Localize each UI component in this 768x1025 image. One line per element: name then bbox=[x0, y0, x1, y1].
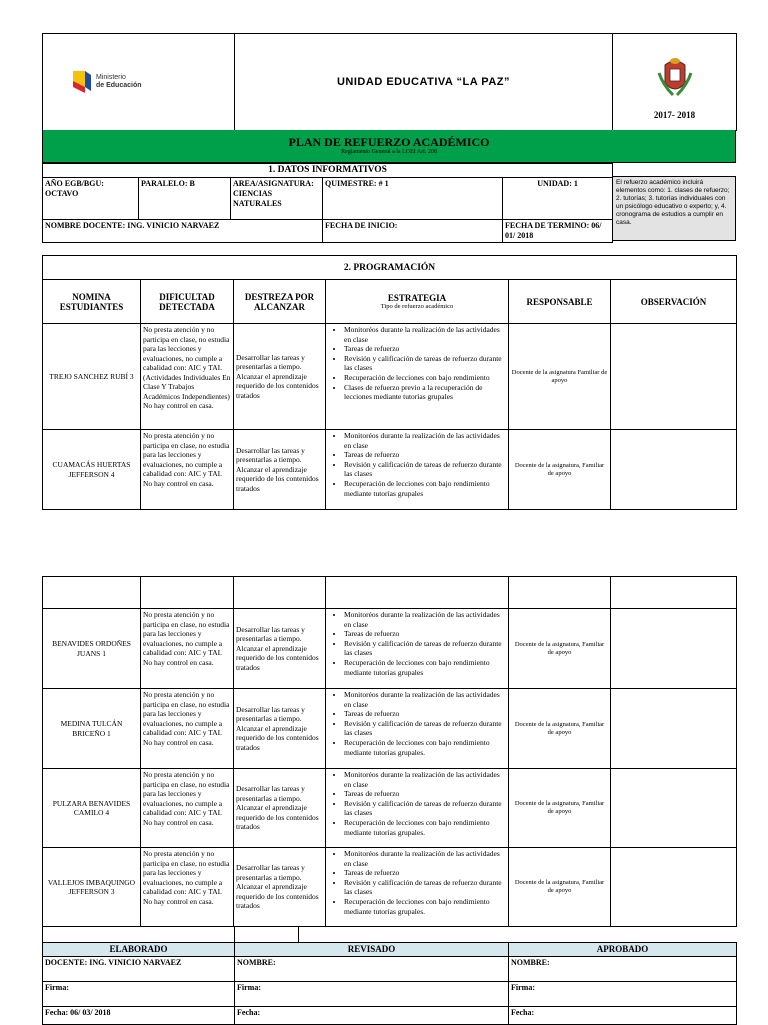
student-name: BENAVIDES ORDOÑES JUANS 1 bbox=[43, 609, 141, 689]
student-skill: Desarrollar las tareas y presentarlas a tiempo. Alcanzar el aprendizaje requerido de los contenidos tratados bbox=[234, 769, 326, 848]
student-name: VALLEJOS IMBAQUINGO JEFFERSON 3 bbox=[43, 848, 141, 927]
strategy-item: • Monitoréos durante la realización de las actividades en clase bbox=[344, 770, 506, 789]
strategy-item: • Revisión y calificación de tareas de refuerzo durante las clases bbox=[344, 354, 506, 373]
info-note: El refuerzo académico incluirá elementos como: 1. clases de refuerzo; 2. tutorías; 3. tutorías individuales con un psicólogo educativo o experto; y, 4. cronograma de estudios a cumplir en casa. bbox=[612, 176, 736, 241]
student-observation bbox=[611, 609, 737, 689]
logo-cell bbox=[43, 34, 235, 131]
col-destreza: DESTREZA POR ALCANZAR bbox=[234, 280, 326, 324]
student-difficulty: No presta atención y no participa en clase, no estudia para las lecciones y evaluaciones, no cumple a cabalidad con: AIC y TAI. No hay control en casa. bbox=[141, 769, 234, 848]
school-year: 2017- 2018 bbox=[653, 110, 696, 120]
aprobado-fecha: Fecha: bbox=[509, 1007, 737, 1025]
col-responsable: RESPONSABLE bbox=[509, 280, 611, 324]
strategy-item: • Recuperación de lecciones con bajo rendimiento mediante tutorías grupales. bbox=[344, 897, 506, 916]
info-anio: AÑO EGB/BGU: OCTAVO bbox=[43, 178, 139, 220]
strategy-item: • Recuperación de lecciones con bajo rendimiento bbox=[344, 373, 506, 383]
revisado-header: REVISADO bbox=[235, 943, 509, 957]
info-fecha-inicio: FECHA DE INICIO: bbox=[323, 220, 503, 243]
elaborado-firma: Firma: bbox=[43, 982, 235, 1007]
student-responsible: Docente de la asignatura, Familiar de apoyo bbox=[509, 848, 611, 927]
student-strategy bbox=[326, 609, 509, 689]
empty-header-cell bbox=[234, 577, 326, 609]
info-table bbox=[42, 163, 613, 243]
student-responsible: Docente de la asignatura, Familiar de apoyo bbox=[509, 609, 611, 689]
strategy-item: • Monitoréos durante la realización de las actividades en clase bbox=[344, 431, 506, 450]
strategy-item: • Revisión y calificación de tareas de refuerzo durante las clases bbox=[344, 719, 506, 738]
empty-header-cell bbox=[43, 577, 141, 609]
info-paralelo: PARALELO: B bbox=[139, 178, 231, 220]
student-name: MEDINA TULCÁN BRICEÑO 1 bbox=[43, 689, 141, 769]
strategy-item: • Revisión y calificación de tareas de refuerzo durante las clases bbox=[344, 799, 506, 818]
student-observation bbox=[611, 689, 737, 769]
student-skill: Desarrollar las tareas y presentarlas a tiempo. Alcanzar el aprendizaje requerido de los contenidos tratados bbox=[234, 430, 326, 510]
spacer-row-table bbox=[42, 926, 737, 943]
strategy-item: • Revisión y calificación de tareas de refuerzo durante las clases bbox=[344, 639, 506, 658]
student-name: CUAMACÁS HUERTAS JEFFERSON 4 bbox=[43, 430, 141, 510]
student-strategy bbox=[326, 689, 509, 769]
student-responsible: Docente de la asignatura Familiar de apoyo bbox=[509, 324, 611, 430]
student-responsible: Docente de la asignatura, Familiar de apoyo bbox=[509, 689, 611, 769]
elaborado-fecha: Fecha: 06/ 03/ 2018 bbox=[43, 1007, 235, 1025]
ministry-logo bbox=[71, 69, 232, 95]
student-responsible: Docente de la asignatura, Familiar de apoyo bbox=[509, 769, 611, 848]
school-crest-icon bbox=[655, 55, 695, 103]
empty-header-cell bbox=[326, 577, 509, 609]
programacion-table-continued bbox=[42, 576, 737, 927]
crest-cell bbox=[613, 34, 737, 131]
elaborado-docente: DOCENTE: ING. VINICIO NARVAEZ bbox=[43, 957, 235, 982]
student-difficulty: No presta atención y no participa en clase, no estudia para las lecciones y evaluaciones, no cumple a cabalidad con: AIC y TAI. (Actividades Individuales En Clase Y Trabajos Académicos Independientes) No hay control en casa. bbox=[141, 324, 234, 430]
programacion-section-title: 2. PROGRAMACIÓN bbox=[43, 256, 737, 280]
strategy-item: • Clases de refuerzo previo a la recuperación de lecciones mediante tutorías grupales bbox=[344, 383, 506, 402]
spacer-cell bbox=[235, 927, 299, 943]
strategy-item: • Recuperación de lecciones con bajo rendimiento mediante tutorías grupales. bbox=[344, 738, 506, 757]
student-skill: Desarrollar las tareas y presentarlas a tiempo. Alcanzar el aprendizaje requerido de los contenidos tratados bbox=[234, 848, 326, 927]
strategy-item: • Revisión y calificación de tareas de refuerzo durante las clases bbox=[344, 878, 506, 897]
col-nomina: NOMINA ESTUDIANTES bbox=[43, 280, 141, 324]
school-name-text: UNIDAD EDUCATIVA “LA PAZ” bbox=[336, 76, 510, 88]
strategy-item: • Recuperación de lecciones con bajo rendimiento mediante tutorías grupales bbox=[344, 658, 506, 677]
table-row bbox=[43, 769, 737, 848]
col-estrategia-title: ESTRATEGIA bbox=[387, 292, 447, 303]
strategy-item: • Tareas de refuerzo bbox=[344, 789, 506, 799]
student-name: PULZARA BENAVIDES CAMILO 4 bbox=[43, 769, 141, 848]
student-skill: Desarrollar las tareas y presentarlas a tiempo. Alcanzar el aprendizaje requerido de los contenidos tratados bbox=[234, 689, 326, 769]
strategy-item: • Tareas de refuerzo bbox=[344, 709, 506, 719]
strategy-item: • Monitoréos durante la realización de las actividades en clase bbox=[344, 849, 506, 868]
spacer-cell bbox=[299, 927, 737, 943]
ministry-emblem-icon bbox=[71, 69, 93, 95]
title-band bbox=[42, 130, 736, 163]
col-estrategia-sub: Tipo de refuerzo académico bbox=[380, 302, 454, 310]
col-observacion: OBSERVACIÓN bbox=[611, 280, 737, 324]
strategy-item: • Monitoréos durante la realización de las actividades en clase bbox=[344, 610, 506, 629]
student-strategy bbox=[326, 848, 509, 927]
student-strategy bbox=[326, 769, 509, 848]
student-strategy bbox=[326, 324, 509, 430]
info-section-title: 1. DATOS INFORMATIVOS bbox=[43, 164, 613, 178]
table-row bbox=[43, 324, 737, 430]
col-dificultad: DIFICULTAD DETECTADA bbox=[141, 280, 234, 324]
strategy-item: • Monitoréos durante la realización de las actividades en clase bbox=[344, 325, 506, 344]
student-difficulty: No presta atención y no participa en clase, no estudia para las lecciones y evaluaciones, no cumple a cabalidad con: AIC y TAI. No hay control en casa. bbox=[141, 609, 234, 689]
student-observation bbox=[611, 324, 737, 430]
aprobado-firma: Firma: bbox=[509, 982, 737, 1007]
info-unidad: UNIDAD: 1 bbox=[503, 178, 613, 220]
student-difficulty: No presta atención y no participa en clase, no estudia para las lecciones y evaluaciones, no cumple a cabalidad con: AIC y TAI. No hay control en casa. bbox=[141, 689, 234, 769]
student-skill: Desarrollar las tareas y presentarlas a tiempo. Alcanzar el aprendizaje requerido de los contenidos tratados bbox=[234, 324, 326, 430]
revisado-nombre: NOMBRE: bbox=[235, 957, 509, 982]
revisado-firma: Firma: bbox=[235, 982, 509, 1007]
strategy-item: • Tareas de refuerzo bbox=[344, 868, 506, 878]
strategy-item: • Tareas de refuerzo bbox=[344, 344, 506, 354]
ministry-line1: Ministerio bbox=[96, 74, 126, 81]
table-row bbox=[43, 430, 737, 510]
aprobado-header: APROBADO bbox=[509, 943, 737, 957]
plan-title: PLAN DE REFUERZO ACADÉMICO bbox=[288, 135, 490, 149]
strategy-item: • Recuperación de lecciones con bajo rendimiento mediante tutorías grupales. bbox=[344, 818, 506, 837]
header-table bbox=[42, 33, 737, 131]
elaborado-header: ELABORADO bbox=[43, 943, 235, 957]
strategy-item: • Recuperación de lecciones con bajo rendimiento mediante tutorías grupales bbox=[344, 479, 506, 498]
plan-subtitle: Reglamento General a la LOEI Art. 208 bbox=[341, 149, 437, 155]
student-difficulty: No presta atención y no participa en clase, no estudia para las lecciones y evaluaciones, no cumple a cabalidad con: AIC y TAI. No hay control en casa. bbox=[141, 430, 234, 510]
student-observation bbox=[611, 430, 737, 510]
strategy-item: • Revisión y calificación de tareas de refuerzo durante las clases bbox=[344, 460, 506, 479]
table-row bbox=[43, 609, 737, 689]
signatures-table bbox=[42, 942, 737, 1025]
programacion-table bbox=[42, 255, 737, 510]
student-name: TREJO SANCHEZ RUBÍ 3 bbox=[43, 324, 141, 430]
col-estrategia bbox=[326, 280, 509, 324]
ministry-line2: de Educación bbox=[96, 82, 142, 89]
table-row bbox=[43, 689, 737, 769]
info-quimestre: QUIMESTRE: # 1 bbox=[323, 178, 503, 220]
empty-header-cell bbox=[611, 577, 737, 609]
strategy-item: • Tareas de refuerzo bbox=[344, 450, 506, 460]
spacer-cell bbox=[43, 927, 235, 943]
aprobado-nombre: NOMBRE: bbox=[509, 957, 737, 982]
empty-header-cell bbox=[509, 577, 611, 609]
strategy-item: • Tareas de refuerzo bbox=[344, 629, 506, 639]
student-difficulty: No presta atención y no participa en clase, no estudia para las lecciones y evaluaciones, no cumple a cabalidad con: AIC y TAI. No hay control en casa. bbox=[141, 848, 234, 927]
student-skill: Desarrollar las tareas y presentarlas a tiempo. Alcanzar el aprendizaje requerido de los contenidos tratados bbox=[234, 609, 326, 689]
info-fecha-termino: FECHA DE TERMINO: 06/ 01/ 2018 bbox=[503, 220, 613, 243]
student-strategy bbox=[326, 430, 509, 510]
info-docente: NOMBRE DOCENTE: ING. VINICIO NARVAEZ bbox=[43, 220, 323, 243]
revisado-fecha: Fecha: bbox=[235, 1007, 509, 1025]
strategy-item: • Monitoréos durante la realización de las actividades en clase bbox=[344, 690, 506, 709]
empty-header-cell bbox=[141, 577, 234, 609]
student-observation bbox=[611, 848, 737, 927]
school-name bbox=[235, 34, 613, 131]
student-observation bbox=[611, 769, 737, 848]
info-area: AREA/ASIGNATURA: CIENCIAS NATURALES bbox=[231, 178, 323, 220]
table-row bbox=[43, 848, 737, 927]
student-responsible: Docente de la asignatura, Familiar de apoyo bbox=[509, 430, 611, 510]
